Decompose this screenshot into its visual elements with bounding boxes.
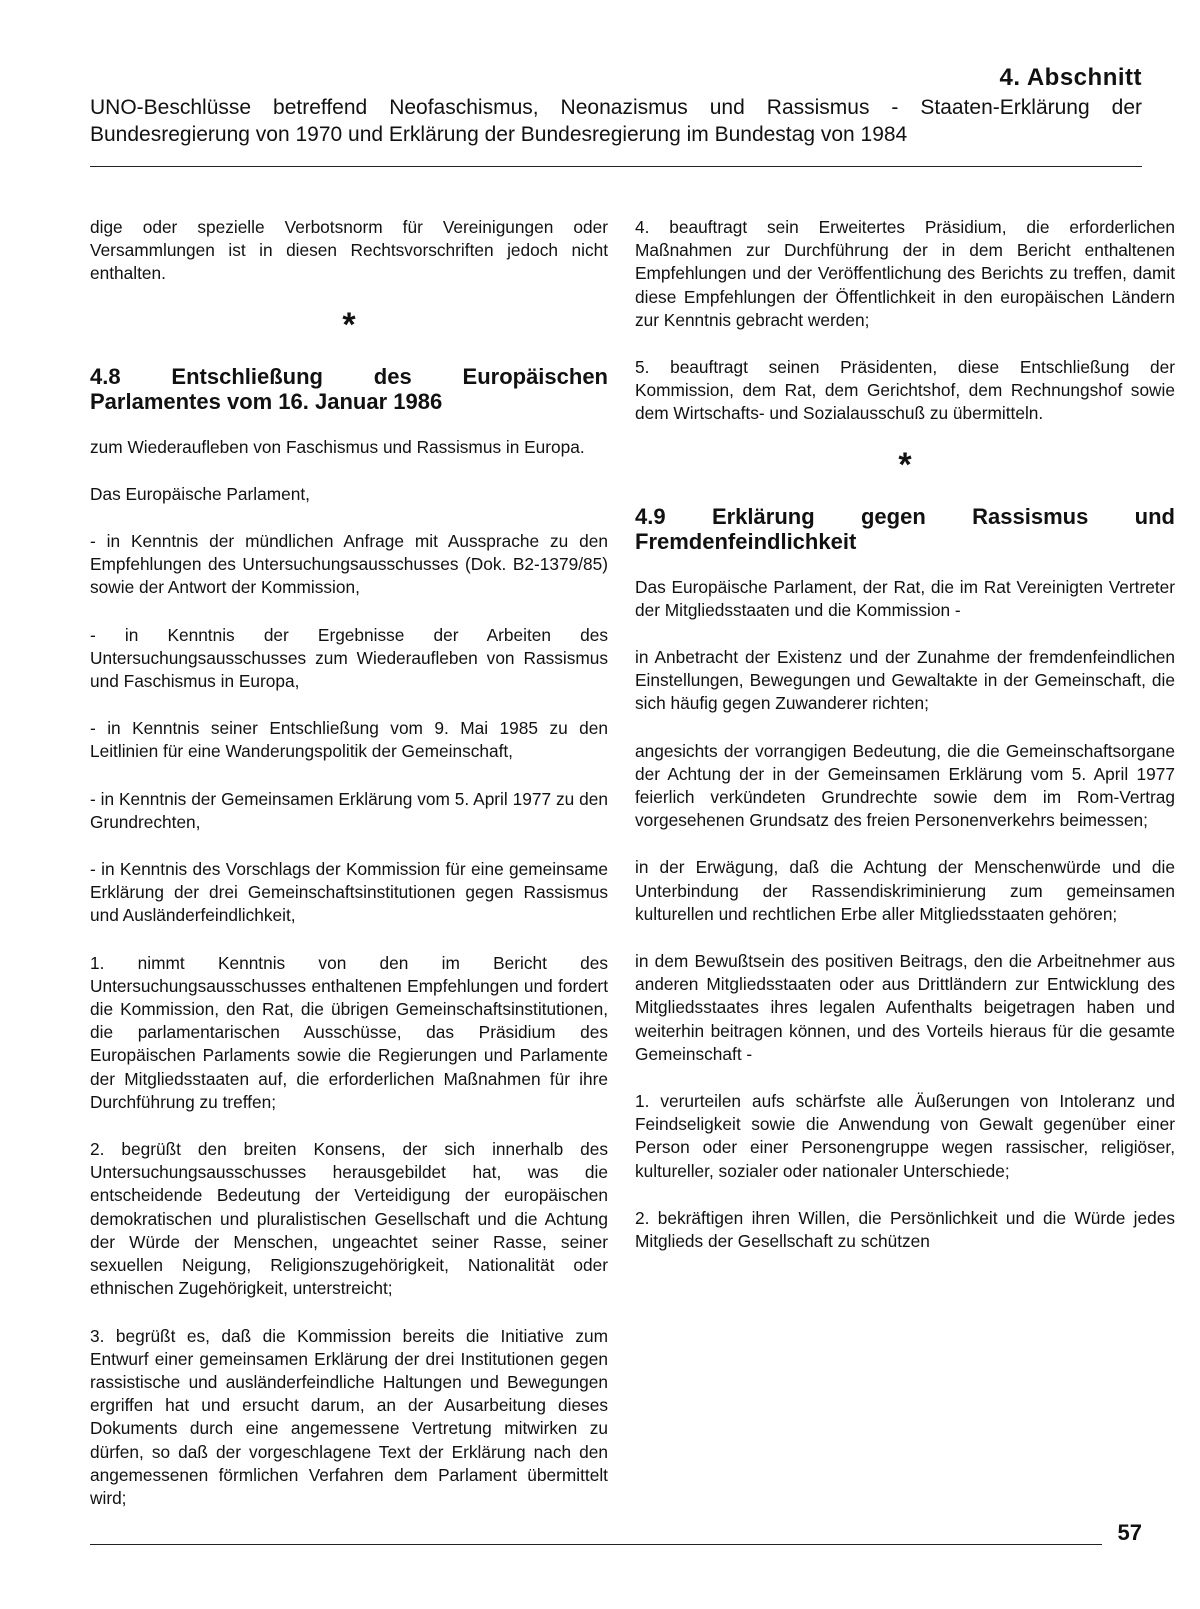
section-heading-4-9: 4.9 Erklärung gegen Rassismus und Fremdenfeindlichkeit [635, 503, 1175, 554]
declaration-paragraph: angesichts der vorrangigen Bedeutung, die die Gemeinschaftsorgane der Achtung der in der Gemeinsamen Erklärung vom 5. April 1977 feierlich verkündeten Grundrechte sowie dem im Rom-Vertrag vorgesehenen Grundsatz des freien Personenverkehrs beimessen; [635, 740, 1175, 831]
intro-paragraph: dige oder spezielle Verbotsnorm für Vereinigungen oder Versammlungen ist in diesen Rechtsvorschriften jedoch nicht enthalten. [90, 217, 608, 284]
header-divider [90, 166, 1142, 167]
section-heading-4-8: 4.8 Entschließung des Europäischen Parlamentes vom 16. Januar 1986 [90, 363, 608, 414]
recital: - in Kenntnis seiner Entschließung vom 9. Mai 1985 zu den Leitlinien für eine Wanderungspolitik der Gemeinschaft, [90, 718, 608, 762]
page-header-title: UNO-Beschlüsse betreffend Neofaschismus, Neonazismus und Rassismus - Staaten-Erklärung der Bundesregierung von 1970 und Erklärung der Bundesregierung im Bundestag von 1984 [90, 96, 1142, 146]
right-column [635, 216, 1175, 1253]
left-column [90, 216, 608, 1510]
section-separator: * [342, 305, 356, 344]
resolution-subject: zum Wiederaufleben von Faschismus und Rassismus in Europa. [90, 436, 585, 457]
declaration-paragraph: in Anbetracht der Existenz und der Zunahme der fremdenfeindlichen Einstellungen, Bewegungen und Gewaltakte in der Gemeinschaft, die sich häufig gegen Zuwanderer richten; [635, 647, 1175, 714]
recital: - in Kenntnis der Gemeinsamen Erklärung vom 5. April 1977 zu den Grundrechten, [90, 788, 608, 832]
resolution-point: 4. beauftragt sein Erweitertes Präsidium, die erforderlichen Maßnahmen zur Durchführung der in dem Bericht enthaltenen Empfehlungen und der Veröffentlichung des Berichts zu treffen, damit diese Empfehlungen der Öffentlichkeit in den europäischen Ländern zur Kenntnis gebracht werden; [635, 217, 1175, 330]
declaration-paragraph: in dem Bewußtsein des positiven Beitrags, den die Arbeitnehmer aus anderen Mitgliedsstaaten oder aus Drittländern zur Entwicklung des Mitgliedsstaates ihres legalen Aufenthalts beigetragen haben und weiterhin beitragen können, und des Vorteils hieraus für die gesamte Gemeinschaft - [635, 951, 1175, 1064]
declaration-point: 2. bekräftigen ihren Willen, die Persönlichkeit und die Würde jedes Mitglieds der Gesellschaft zu schützen [635, 1207, 1175, 1252]
section-label: 4. Abschnitt [999, 64, 1142, 91]
resolution-point: 1. nimmt Kenntnis von den im Bericht des Untersuchungsausschusses enthaltenen Empfehlungen und fordert die Kommission, den Rat, die übrigen Gemeinschaftsinstitutionen, die parlamentarischen Ausschüsse, das Präsidium des Europäischen Parlaments sowie die Regierungen und Parlamente der Mitgliedsstaaten auf, die erforderlichen Maßnahmen für ihre Durchführung zu treffen; [90, 952, 608, 1112]
page-number: 57 [1117, 1520, 1142, 1545]
declaration-point: 1. verurteilen aufs schärfste alle Äußerungen von Intoleranz und Feindseligkeit sowie die Anwendung von Gewalt gegenüber einer Person oder einer Personengruppe wegen rassischer, religiöser, kultureller, sozialer oder nationaler Unterschiede; [635, 1091, 1175, 1181]
recital: - in Kenntnis des Vorschlags der Kommission für eine gemeinsame Erklärung der drei Gemeinschaftsinstitutionen gegen Rassismus und Ausländerfeindlichkeit, [90, 859, 608, 926]
recital: - in Kenntnis der Ergebnisse der Arbeiten des Untersuchungsausschusses zum Wiederaufleben von Rassismus und Faschismus in Europa, [90, 624, 608, 692]
declaration-paragraph: Das Europäische Parlament, der Rat, die im Rat Vereinigten Vertreter der Mitgliedsstaaten und die Kommission - [635, 576, 1175, 620]
resolution-point: 2. begrüßt den breiten Konsens, der sich innerhalb des Untersuchungsausschusses herausgebildet hat, was die entscheidende Bedeutung der Verteidigung der europäischen demokratischen und pluralistischen Gesellschaft und die Achtung der Würde der Menschen, ungeachtet seiner Rasse, seiner sexuellen Neigung, Religionszugehörigkeit, Nationalität oder ethnischen Zugehörigkeit, unterstreicht; [90, 1139, 608, 1299]
section-separator: * [898, 445, 912, 484]
resolution-preamble: Das Europäische Parlament, [90, 483, 310, 504]
declaration-paragraph: in der Erwägung, daß die Achtung der Menschenwürde und die Unterbindung der Rassendiskriminierung zum gemeinsamen kulturellen und rechtlichen Erbe aller Mitgliedsstaaten gehören; [635, 857, 1175, 924]
resolution-point: 3. begrüßt es, daß die Kommission bereits die Initiative zum Entwurf einer gemeinsamen Erklärung der drei Institutionen gegen rassistische und ausländerfeindliche Haltungen und Bewegungen ergriffen hat und ersucht darum, an der Ausarbeitung dieses Dokuments durch eine angemessene Vertretung mitwirken zu dürfen, so daß der vorgeschlagene Text der Erklärung nach den angemessenen förmlichen Verfahren dem Parlament übermittelt wird; [90, 1325, 608, 1508]
resolution-point: 5. beauftragt seinen Präsidenten, diese Entschließung der Kommission, dem Rat, dem Gerichtshof, dem Rechnungshof sowie dem Wirtschafts- und Sozialausschuß zu übermitteln. [635, 357, 1175, 424]
footer-divider [90, 1544, 1102, 1545]
recital: - in Kenntnis der mündlichen Anfrage mit Aussprache zu den Empfehlungen des Untersuchungsausschusses (Dok. B2-1379/85) sowie der Antwort der Kommission, [90, 531, 608, 598]
